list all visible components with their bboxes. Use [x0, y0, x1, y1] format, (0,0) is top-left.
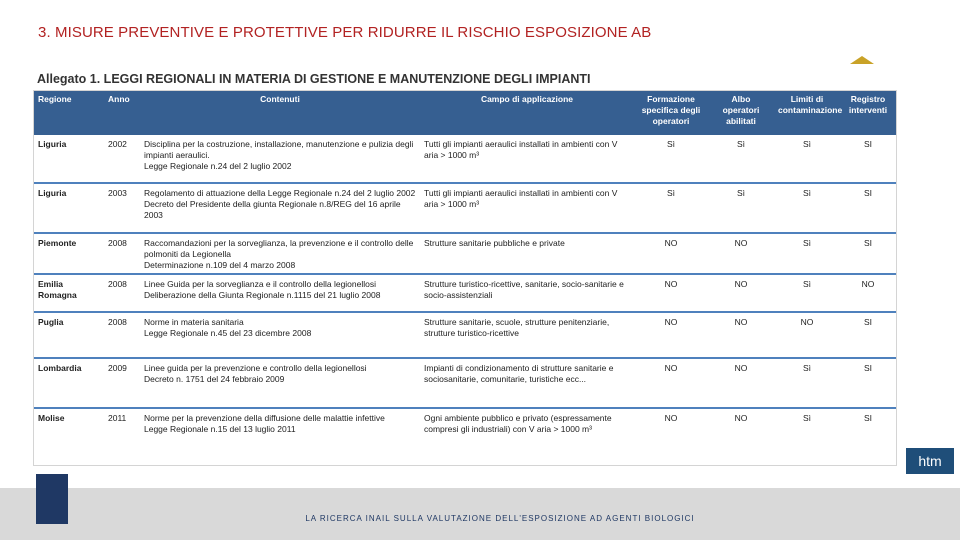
- cell-campo: Strutture sanitarie pubbliche e private: [424, 238, 565, 248]
- table-header-row: [34, 91, 896, 135]
- cell-anno: 2008: [108, 238, 127, 248]
- cell-contenuti: Linee guida per la prevenzione e controllo della legionellosi Decreto n. 1751 del 24 febbraio 2009: [144, 363, 367, 384]
- cell-contenuti: Raccomandazioni per la sorveglianza, la prevenzione e il controllo delle polmoniti da Legionella Determinazione n.109 del 4 marzo 2008: [144, 238, 414, 270]
- cell-registro: SI: [863, 139, 873, 149]
- cell-limiti: Sì: [802, 279, 812, 289]
- cell-regione: Piemonte: [38, 238, 77, 248]
- cell-albo: NO: [734, 279, 748, 289]
- cell-campo: Tutti gli impianti aeraulici installati in ambienti con V aria > 1000 m³: [424, 188, 618, 209]
- table-row: [34, 233, 896, 274]
- cell-formazione: NO: [664, 317, 678, 327]
- cell-registro: SI: [863, 188, 873, 198]
- cell-anno: 2003: [108, 188, 127, 198]
- table-body: [34, 135, 896, 460]
- cell-limiti: NO: [800, 317, 814, 327]
- column-header: Anno: [104, 91, 140, 135]
- cell-campo: Strutture sanitarie, scuole, strutture penitenziarie, strutture turistico-ricettive: [424, 317, 610, 338]
- cell-registro: SI: [863, 238, 873, 248]
- table-row: [34, 183, 896, 233]
- cell-anno: 2008: [108, 279, 127, 289]
- laws-table: [34, 91, 896, 460]
- cell-campo: Strutture turistico-ricettive, sanitarie, socio-sanitarie e socio-assistenziali: [424, 279, 624, 300]
- cell-contenuti: Linee Guida per la sorveglianza e il controllo della legionellosi Deliberazione della Giunta Regionale n.1115 del 21 luglio 2008: [144, 279, 381, 300]
- table-row: [34, 135, 896, 183]
- cell-albo: NO: [734, 238, 748, 248]
- cell-albo: NO: [734, 363, 748, 373]
- cell-formazione: NO: [664, 279, 678, 289]
- cell-contenuti: Norme per la prevenzione della diffusione delle malattie infettive Legge Regionale n.15 del 13 luglio 2011: [144, 413, 385, 434]
- table-row: [34, 358, 896, 408]
- cell-albo: Sì: [736, 188, 746, 198]
- column-header: Albo operatori abilitati: [708, 91, 774, 135]
- slide-title: 3. MISURE PREVENTIVE E PROTETTIVE PER RIDURRE IL RISCHIO ESPOSIZIONE AB: [38, 24, 652, 41]
- table-row: [34, 274, 896, 312]
- column-header: Formazione specifica degli operatori: [634, 91, 708, 135]
- cell-registro: SI: [863, 363, 873, 373]
- cell-formazione: NO: [664, 413, 678, 423]
- cell-limiti: Sì: [802, 363, 812, 373]
- column-header: Contenuti: [140, 91, 420, 135]
- table-row: [34, 312, 896, 358]
- cell-albo: NO: [734, 317, 748, 327]
- footer-text: LA RICERCA INAIL SULLA VALUTAZIONE DELL'ESPOSIZIONE AD AGENTI BIOLOGICI: [305, 514, 695, 523]
- cell-anno: 2002: [108, 139, 127, 149]
- cell-contenuti: Norme in materia sanitaria Legge Regionale n.45 del 23 dicembre 2008: [144, 317, 312, 338]
- cell-regione: Emilia Romagna: [38, 279, 77, 300]
- cell-limiti: Sì: [802, 238, 812, 248]
- table-row: [34, 408, 896, 460]
- cell-albo: NO: [734, 413, 748, 423]
- cell-limiti: Sì: [802, 413, 812, 423]
- cell-anno: 2011: [108, 413, 127, 423]
- cell-anno: 2008: [108, 317, 127, 327]
- cell-limiti: Sì: [802, 139, 812, 149]
- cell-regione: Molise: [38, 413, 65, 423]
- cell-formazione: Sì: [666, 188, 676, 198]
- cell-anno: 2009: [108, 363, 127, 373]
- htm-label: htm: [906, 448, 954, 474]
- cell-regione: Puglia: [38, 317, 64, 327]
- cell-registro: NO: [861, 279, 875, 289]
- cell-contenuti: Regolamento di attuazione della Legge Regionale n.24 del 2 luglio 2002 Decreto del Presidente della giunta Regionale n.8/REG del 16 aprile 2003: [144, 188, 416, 220]
- cell-regione: Liguria: [38, 139, 67, 149]
- cell-contenuti: Disciplina per la costruzione, installazione, manutenzione e pulizia degli impianti aeraulici. Legge Regionale n.24 del 2 luglio 2002: [144, 139, 414, 171]
- column-header: Registro interventi: [840, 91, 896, 135]
- cell-regione: Lombardia: [38, 363, 82, 373]
- column-header: Regione: [34, 91, 104, 135]
- cell-formazione: Sì: [666, 139, 676, 149]
- cell-albo: Sì: [736, 139, 746, 149]
- cell-campo: Ogni ambiente pubblico e privato (espressamente compresi gli industriali) con V aria > 1000 m³: [424, 413, 612, 434]
- laws-table-container: [33, 90, 897, 466]
- cell-registro: SI: [863, 317, 873, 327]
- cell-formazione: NO: [664, 238, 678, 248]
- cell-registro: SI: [863, 413, 873, 423]
- cell-campo: Tutti gli impianti aeraulici installati in ambienti con V aria > 1000 m³: [424, 139, 618, 160]
- cell-regione: Liguria: [38, 188, 67, 198]
- annex-title: Allegato 1. LEGGI REGIONALI IN MATERIA DI GESTIONE E MANUTENZIONE DEGLI IMPIANTI: [37, 72, 591, 86]
- cell-formazione: NO: [664, 363, 678, 373]
- cell-campo: Impianti di condizionamento di strutture sanitarie e sociosanitarie, comunitarie, turistiche ecc...: [424, 363, 614, 384]
- logo-icon: [850, 56, 874, 64]
- column-header: Limiti di contaminazione: [774, 91, 840, 135]
- column-header: Campo di applicazione: [420, 91, 634, 135]
- cell-limiti: Sì: [802, 188, 812, 198]
